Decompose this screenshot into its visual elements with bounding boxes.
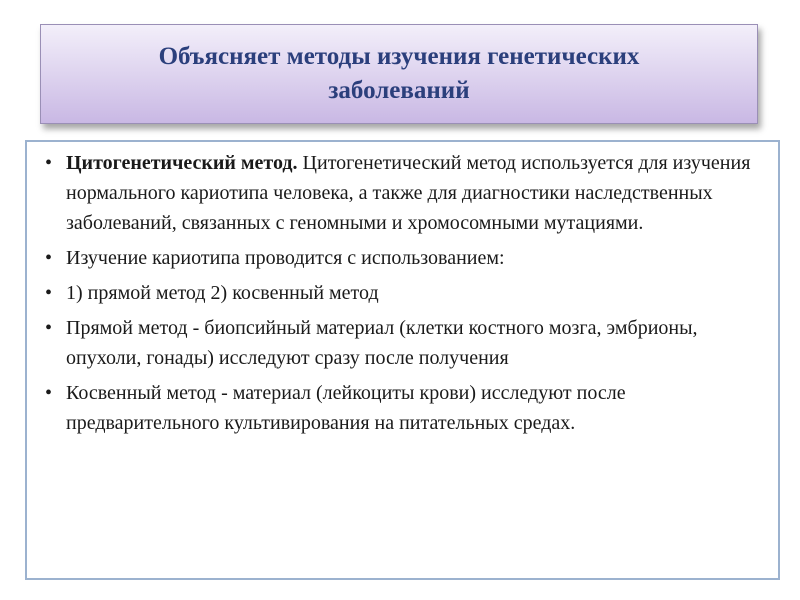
bullet-bold-label: Цитогенетический метод. <box>66 152 298 174</box>
bullet-text: Косвенный метод - материал (лейкоциты крови) исследуют после предварительного культивирования на питательных средах. <box>66 382 626 434</box>
bullet-item-cytogenetic <box>41 148 761 238</box>
bullet-item-methods <box>41 278 761 308</box>
content-box <box>25 140 780 580</box>
bullet-text: 1) прямой метод 2) косвенный метод <box>66 282 379 304</box>
bullet-item-direct-method <box>41 313 761 373</box>
bullet-item-indirect-method <box>41 378 761 438</box>
bullet-text: Изучение кариотипа проводится с использованием: <box>66 247 505 269</box>
bullet-item-karyotype <box>41 243 761 273</box>
bullet-text: Цитогенетический метод используется для изучения нормального кариотипа человека, а также для диагностики наследственных заболеваний, связанных с геномными и хромосомными мутациями. <box>66 152 751 234</box>
slide-title: Объясняет методы изучения генетических заболеваний <box>158 43 640 104</box>
title-banner <box>40 24 758 124</box>
bullet-list <box>41 148 761 443</box>
bullet-text: Прямой метод - биопсийный материал (клетки костного мозга, эмбрионы, опухоли, гонады) исследуют сразу после получения <box>66 317 698 369</box>
